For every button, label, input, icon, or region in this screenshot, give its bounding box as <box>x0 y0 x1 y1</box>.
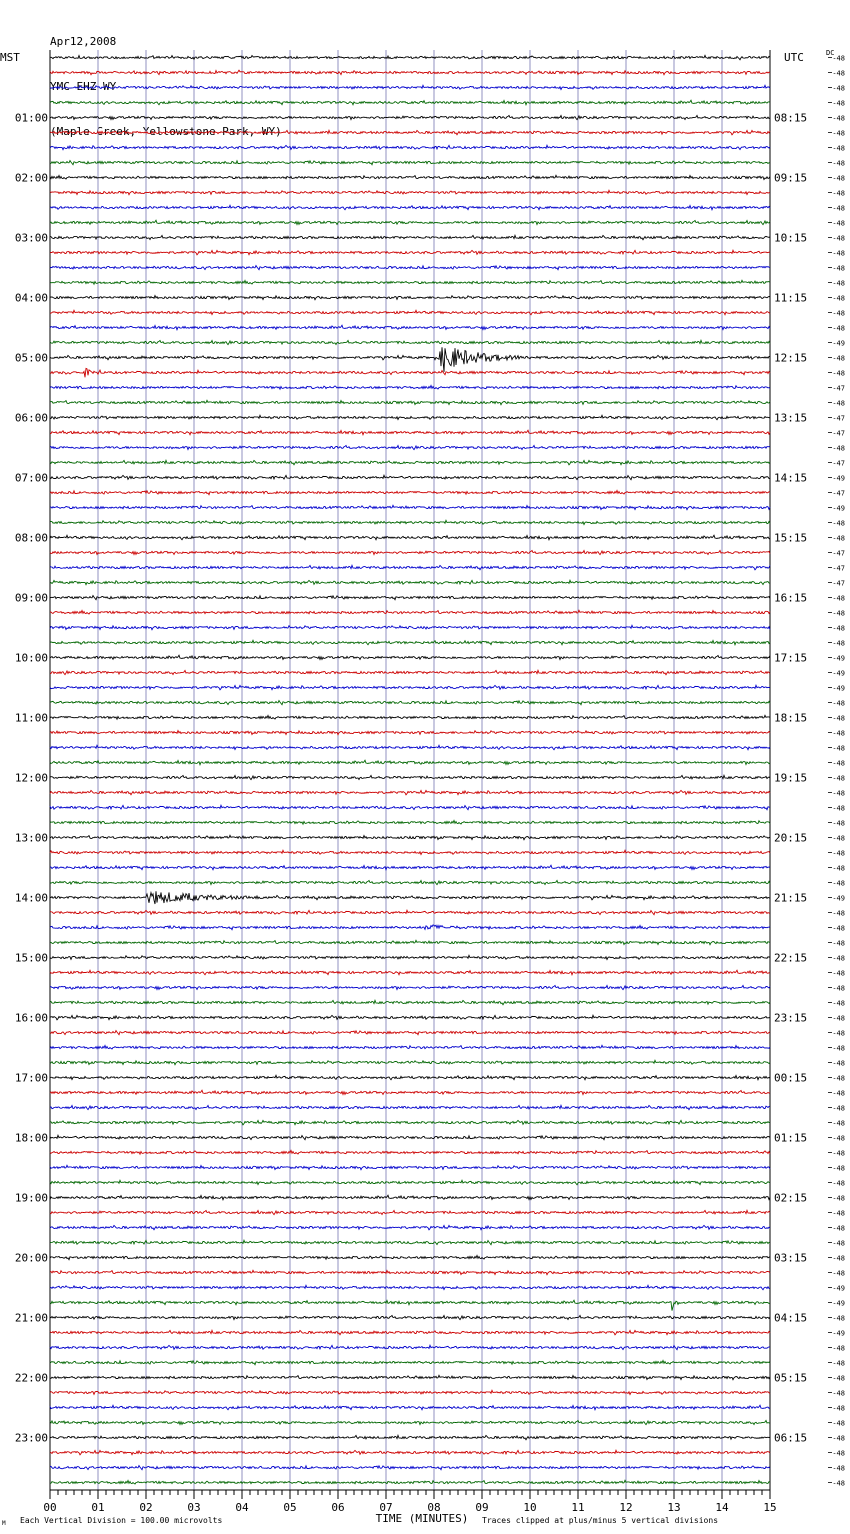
trace-row-94 <box>50 1466 770 1470</box>
trace-row-77 <box>50 1210 770 1214</box>
trace-row-2 <box>50 85 770 89</box>
trace-row-92 <box>50 1435 770 1439</box>
dc-offset-label: -48 <box>832 774 845 783</box>
x-tick-label: 00 <box>43 1501 57 1514</box>
dc-offset-label: -48 <box>832 69 845 78</box>
dc-offset-label: -48 <box>832 1269 845 1278</box>
trace-row-88 <box>50 1375 770 1379</box>
dc-offset-label: -48 <box>832 879 845 888</box>
dc-offset-label: -48 <box>832 1404 845 1413</box>
dc-offset-label: -48 <box>832 1089 845 1098</box>
dc-offset-label: -48 <box>832 519 845 528</box>
dc-offset-label: -48 <box>832 249 845 258</box>
trace-row-58 <box>50 925 770 930</box>
right-hour-label: 09:15 <box>774 171 808 185</box>
dc-label: DC <box>826 49 835 57</box>
trace-row-73 <box>50 1151 770 1155</box>
dc-offset-label: -48 <box>832 1134 845 1143</box>
trace-row-36 <box>50 596 770 600</box>
left-hour-label: 13:00 <box>14 831 48 845</box>
trace-row-65 <box>50 1031 770 1035</box>
trace-row-1 <box>50 70 770 75</box>
dc-offset-label: -48 <box>832 1074 845 1083</box>
right-hour-label: 01:15 <box>774 1131 808 1145</box>
trace-layer <box>50 55 770 1484</box>
dc-offset-label: -47 <box>832 579 845 588</box>
dc-offset-label: -48 <box>832 789 845 798</box>
trace-row-11 <box>50 220 770 224</box>
trace-row-9 <box>50 190 770 194</box>
trace-row-46 <box>50 745 770 749</box>
dc-offset-label: -48 <box>832 219 845 228</box>
dc-offset-label: -48 <box>832 1119 845 1128</box>
trace-row-44 <box>50 715 770 719</box>
dc-offset-label: -47 <box>832 489 845 498</box>
dc-offset-label: -48 <box>832 924 845 933</box>
trace-row-59 <box>50 940 770 944</box>
dc-offset-label: -49 <box>832 1284 845 1293</box>
trace-row-27 <box>50 460 770 464</box>
trace-row-40 <box>50 655 770 659</box>
dc-offset-label: -48 <box>832 1044 845 1053</box>
right-hour-label: 22:15 <box>774 951 808 965</box>
trace-row-66 <box>50 1045 770 1049</box>
left-hour-label: 11:00 <box>14 711 48 725</box>
trace-row-50 <box>50 805 770 809</box>
grid-layer <box>50 50 770 1490</box>
dc-offset-label: -48 <box>832 1179 845 1188</box>
dc-offset-label: -47 <box>832 429 845 438</box>
left-hour-label: 10:00 <box>14 651 48 665</box>
trace-row-61 <box>50 970 770 974</box>
dc-offset-label: -48 <box>832 954 845 963</box>
trace-row-69 <box>50 1090 770 1094</box>
trace-row-72 <box>50 1135 770 1139</box>
dc-offset-label: -48 <box>832 1374 845 1383</box>
trace-row-21 <box>50 368 770 377</box>
x-tick-label: 05 <box>283 1501 297 1514</box>
dc-offset-label: -48 <box>832 1059 845 1068</box>
dc-offset-label: -48 <box>832 1464 845 1473</box>
trace-row-0 <box>50 55 770 59</box>
trace-row-22 <box>50 386 770 390</box>
right-hour-label: 18:15 <box>774 711 808 725</box>
trace-row-28 <box>50 475 770 479</box>
trace-row-90 <box>50 1405 770 1409</box>
trace-row-4 <box>50 116 770 120</box>
trace-row-56 <box>50 891 770 904</box>
x-axis <box>43 1490 776 1514</box>
trace-row-7 <box>50 161 770 165</box>
dc-offset-label: -48 <box>832 204 845 213</box>
right-hour-label: 16:15 <box>774 591 808 605</box>
left-hour-label: 04:00 <box>14 291 48 305</box>
dc-offset-label: -48 <box>832 444 845 453</box>
dc-offset-label: -48 <box>832 804 845 813</box>
trace-row-49 <box>50 790 770 794</box>
trace-row-13 <box>50 250 770 255</box>
trace-row-60 <box>50 955 770 959</box>
dc-offset-label: -48 <box>832 309 845 318</box>
clip-note: Traces clipped at plus/minus 5 vertical divisions <box>482 1516 719 1525</box>
dc-offset-label: -48 <box>832 369 845 378</box>
trace-row-68 <box>50 1075 770 1079</box>
dc-offset-label: -48 <box>832 294 845 303</box>
trace-row-52 <box>50 835 770 839</box>
right-hour-label: 21:15 <box>774 891 808 905</box>
left-hour-label: 15:00 <box>14 951 48 965</box>
left-hour-label: 03:00 <box>14 231 48 245</box>
trace-row-82 <box>50 1285 770 1289</box>
trace-row-74 <box>50 1165 770 1169</box>
dc-offset-label: -48 <box>832 759 845 768</box>
trace-row-35 <box>50 580 770 584</box>
dc-offset-label: -48 <box>832 534 845 543</box>
left-hour-label: 09:00 <box>14 591 48 605</box>
dc-offset-label: -49 <box>832 1329 845 1338</box>
trace-row-24 <box>50 415 770 419</box>
dc-offset-label: -48 <box>832 1224 845 1233</box>
left-hour-label: 21:00 <box>14 1311 48 1325</box>
dc-offset-label: -48 <box>832 1164 845 1173</box>
dc-offset-label: -48 <box>832 234 845 243</box>
left-hour-label: 19:00 <box>14 1191 48 1205</box>
trace-row-93 <box>50 1450 770 1455</box>
dc-offset-label: -49 <box>832 339 845 348</box>
dc-offset-label: -48 <box>832 54 845 63</box>
trace-row-78 <box>50 1225 770 1229</box>
trace-row-76 <box>50 1195 770 1199</box>
dc-offset-label: -49 <box>832 504 845 513</box>
dc-offset-label: -48 <box>832 114 845 123</box>
trace-row-86 <box>50 1345 770 1349</box>
scale-note: Each Vertical Division = 100.00 microvolts <box>20 1516 223 1525</box>
x-tick-label: 14 <box>715 1501 729 1514</box>
trace-row-3 <box>50 100 770 104</box>
x-tick-label: 13 <box>667 1501 681 1514</box>
dc-offset-label: -48 <box>832 609 845 618</box>
dc-offset-label: -48 <box>832 1194 845 1203</box>
x-axis-label: TIME (MINUTES) <box>375 1512 469 1525</box>
right-hour-label: 12:15 <box>774 351 808 365</box>
dc-offset-label: -47 <box>832 384 845 393</box>
dc-offset-label: -48 <box>832 264 845 273</box>
x-tick-label: 11 <box>571 1501 585 1514</box>
trace-row-51 <box>50 821 770 825</box>
right-hour-label: 03:15 <box>774 1251 808 1265</box>
x-tick-label: 06 <box>331 1501 345 1514</box>
left-hour-label: 06:00 <box>14 411 48 425</box>
dc-offset-label: -48 <box>832 1149 845 1158</box>
dc-offset-label: -48 <box>832 969 845 978</box>
dc-offset-label: -48 <box>832 699 845 708</box>
x-tick-label: 10 <box>523 1501 537 1514</box>
trace-row-48 <box>50 775 770 779</box>
dc-offset-label: -48 <box>832 159 845 168</box>
dc-offset-label: -48 <box>832 639 845 648</box>
dc-offset-label: -48 <box>832 189 845 198</box>
trace-row-37 <box>50 610 770 614</box>
trace-row-80 <box>50 1256 770 1260</box>
x-tick-label: 02 <box>139 1501 153 1514</box>
trace-row-89 <box>50 1390 770 1394</box>
trace-row-57 <box>50 910 770 914</box>
trace-row-14 <box>50 266 770 270</box>
dc-offset-label: -48 <box>832 984 845 993</box>
left-hour-label: 12:00 <box>14 771 48 785</box>
x-tick-label: 04 <box>235 1501 249 1514</box>
left-timezone-label: MST <box>0 51 20 64</box>
trace-row-45 <box>50 731 770 735</box>
trace-row-6 <box>50 145 770 149</box>
right-hour-label: 00:15 <box>774 1071 808 1085</box>
trace-row-85 <box>50 1330 770 1334</box>
trace-row-18 <box>50 325 770 329</box>
dc-offset-label: -48 <box>832 84 845 93</box>
left-hour-label: 02:00 <box>14 171 48 185</box>
trace-row-81 <box>50 1270 770 1274</box>
dc-offset-label: -48 <box>832 1239 845 1248</box>
trace-row-91 <box>50 1421 770 1425</box>
dc-offset-label: -48 <box>832 1389 845 1398</box>
x-tick-label: 03 <box>187 1501 201 1514</box>
left-hour-label: 08:00 <box>14 531 48 545</box>
trace-row-31 <box>50 520 770 524</box>
dc-offset-label: -49 <box>832 474 845 483</box>
trace-row-38 <box>50 625 770 629</box>
dc-offset-label: -48 <box>832 324 845 333</box>
trace-row-67 <box>50 1060 770 1064</box>
dc-offset-label: -48 <box>832 594 845 603</box>
dc-offset-label: -48 <box>832 399 845 408</box>
trace-row-95 <box>50 1480 770 1484</box>
trace-row-10 <box>50 205 770 209</box>
dc-offset-label: -48 <box>832 1014 845 1023</box>
dc-offset-label: -48 <box>832 744 845 753</box>
right-timezone-label: UTC <box>784 51 804 64</box>
trace-row-23 <box>50 400 770 404</box>
dc-offset-label: -47 <box>832 564 845 573</box>
x-tick-label: 09 <box>475 1501 489 1514</box>
trace-row-47 <box>50 760 770 764</box>
right-hour-label: 13:15 <box>774 411 808 425</box>
dc-offset-label: -48 <box>832 939 845 948</box>
dc-offset-label: -48 <box>832 909 845 918</box>
trace-row-84 <box>50 1316 770 1320</box>
dc-offset-label: -48 <box>832 624 845 633</box>
dc-offset-label: -47 <box>832 414 845 423</box>
dc-offset-label: -48 <box>832 819 845 828</box>
dc-offset-label: -48 <box>832 849 845 858</box>
dc-offset-label: -48 <box>832 99 845 108</box>
trace-row-5 <box>50 130 770 134</box>
dc-offset-label: -48 <box>832 1254 845 1263</box>
trace-row-32 <box>50 535 770 539</box>
trace-row-25 <box>50 430 770 434</box>
trace-row-83 <box>50 1300 770 1310</box>
corner-mark: M <box>2 1520 6 1527</box>
dc-offset-label: -48 <box>832 1104 845 1113</box>
trace-row-87 <box>50 1361 770 1365</box>
dc-offset-label: -48 <box>832 129 845 138</box>
dc-offset-label: -48 <box>832 1314 845 1323</box>
trace-row-33 <box>50 551 770 555</box>
x-tick-label: 15 <box>763 1501 777 1514</box>
right-hour-label: 20:15 <box>774 831 808 845</box>
dc-offset-label: -48 <box>832 834 845 843</box>
trace-row-53 <box>50 850 770 854</box>
trace-row-79 <box>50 1240 770 1244</box>
trace-row-34 <box>50 565 770 569</box>
x-tick-label: 12 <box>619 1501 633 1514</box>
left-hour-label: 23:00 <box>14 1431 48 1445</box>
trace-row-39 <box>50 640 770 644</box>
trace-row-42 <box>50 685 770 690</box>
dc-offset-label: -48 <box>832 1359 845 1368</box>
dc-offset-label: -48 <box>832 279 845 288</box>
right-hour-label: 02:15 <box>774 1191 808 1205</box>
dc-offset-label: -48 <box>832 729 845 738</box>
dc-offset-label: -49 <box>832 1299 845 1308</box>
right-hour-label: 05:15 <box>774 1371 808 1385</box>
dc-offset-label: -47 <box>832 459 845 468</box>
dc-offset-label: -49 <box>832 894 845 903</box>
date-label: Apr12,2008 <box>50 35 117 48</box>
left-hour-label: 17:00 <box>14 1071 48 1085</box>
trace-row-64 <box>50 1015 770 1020</box>
trace-row-19 <box>50 340 770 344</box>
dc-offset-label: -48 <box>832 864 845 873</box>
dc-offset-label: -48 <box>832 714 845 723</box>
trace-row-26 <box>50 446 770 450</box>
right-hour-label: 11:15 <box>774 291 808 305</box>
left-hour-label: 22:00 <box>14 1371 48 1385</box>
dc-offset-label: -48 <box>832 1419 845 1428</box>
dc-offset-label: -48 <box>832 1344 845 1353</box>
left-hour-label: 20:00 <box>14 1251 48 1265</box>
left-hour-label: 18:00 <box>14 1131 48 1145</box>
trace-row-71 <box>50 1120 770 1124</box>
dc-offset-label: -48 <box>832 999 845 1008</box>
trace-row-62 <box>50 986 770 990</box>
trace-row-75 <box>50 1180 770 1184</box>
right-hour-label: 06:15 <box>774 1431 808 1445</box>
dc-offset-label: -49 <box>832 684 845 693</box>
trace-row-54 <box>50 865 770 869</box>
trace-row-12 <box>50 235 770 239</box>
right-hour-label: 19:15 <box>774 771 808 785</box>
left-hour-label: 07:00 <box>14 471 48 485</box>
x-tick-label: 07 <box>379 1501 393 1514</box>
right-hour-label: 23:15 <box>774 1011 808 1025</box>
right-hour-label: 17:15 <box>774 651 808 665</box>
trace-row-41 <box>50 670 770 674</box>
x-tick-label: 01 <box>91 1501 105 1514</box>
dc-offset-label: -48 <box>832 1479 845 1488</box>
right-hour-label: 08:15 <box>774 111 808 125</box>
trace-row-63 <box>50 1000 770 1004</box>
trace-row-16 <box>50 296 770 300</box>
left-hour-label: 01:00 <box>14 111 48 125</box>
dc-offset-label: -48 <box>832 174 845 183</box>
station-label: YMC EHZ WY <box>50 80 117 93</box>
trace-row-55 <box>50 881 770 885</box>
dc-offset-label: -49 <box>832 669 845 678</box>
right-hour-label: 10:15 <box>774 231 808 245</box>
trace-row-30 <box>50 505 770 509</box>
right-hour-label: 14:15 <box>774 471 808 485</box>
dc-offset-label: -48 <box>832 1449 845 1458</box>
dc-offset-label: -48 <box>832 1209 845 1218</box>
trace-row-29 <box>50 491 770 495</box>
x-tick-label: 08 <box>427 1501 441 1514</box>
right-hour-label: 04:15 <box>774 1311 808 1325</box>
location-label: (Maple Creek, Yellowstone Park, WY) <box>50 125 282 138</box>
trace-row-8 <box>50 175 770 179</box>
left-hour-label: 14:00 <box>14 891 48 905</box>
trace-row-17 <box>50 310 770 314</box>
dc-offset-label: -49 <box>832 654 845 663</box>
dc-offset-label: -48 <box>832 144 845 153</box>
dc-offset-label: -48 <box>832 354 845 363</box>
right-hour-label: 15:15 <box>774 531 808 545</box>
trace-row-70 <box>50 1105 770 1109</box>
trace-row-15 <box>50 280 770 284</box>
dc-offset-label: -48 <box>832 1029 845 1038</box>
trace-row-43 <box>50 701 770 705</box>
left-hour-label: 16:00 <box>14 1011 48 1025</box>
left-hour-label: 05:00 <box>14 351 48 365</box>
trace-row-20 <box>50 347 770 372</box>
dc-offset-label: -47 <box>832 549 845 558</box>
dc-offset-label: -48 <box>832 1434 845 1443</box>
